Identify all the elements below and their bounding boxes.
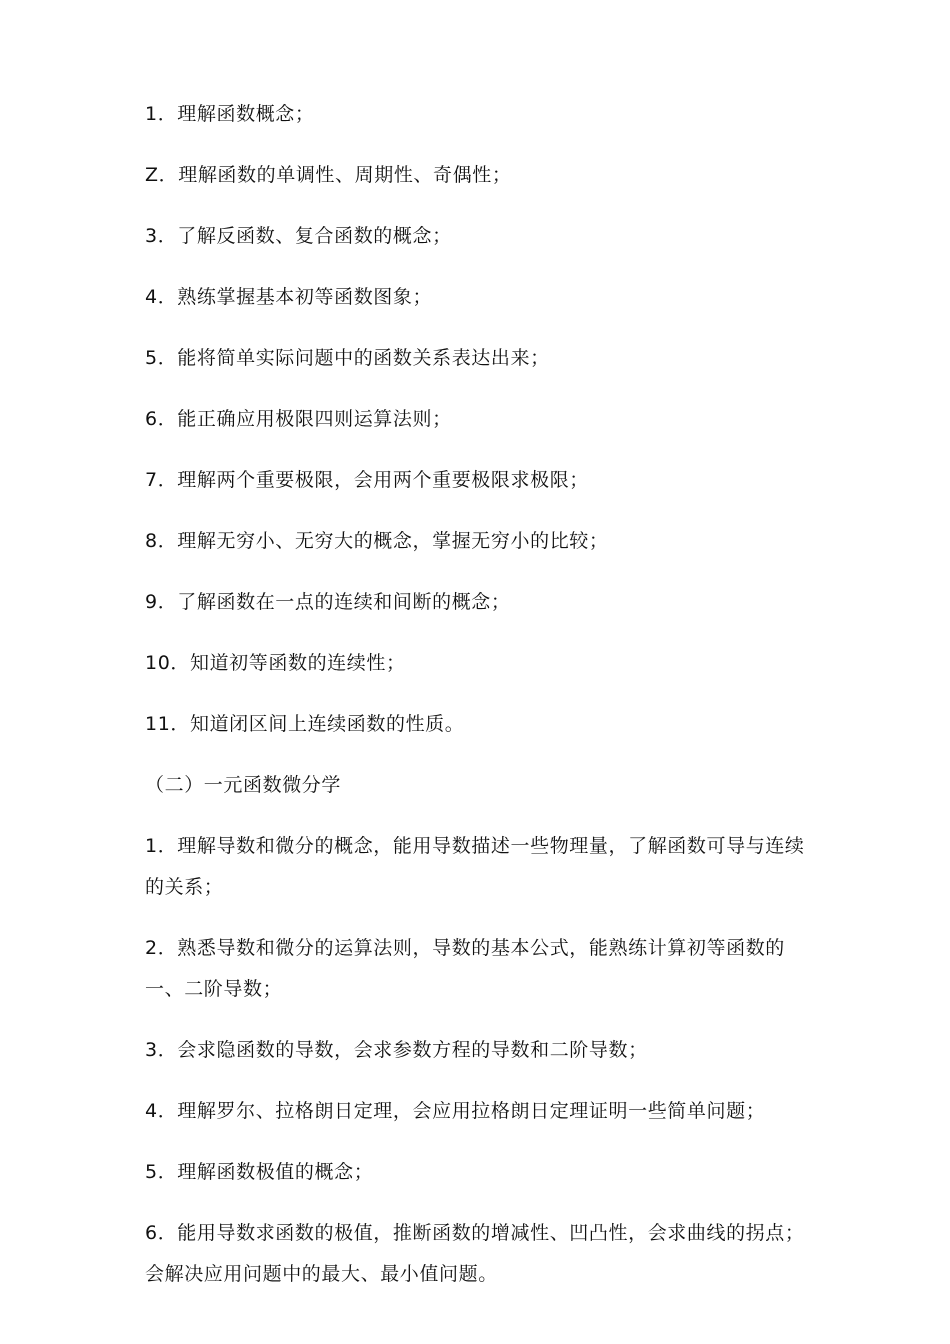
list-item: 9．了解函数在一点的连续和间断的概念； — [145, 591, 511, 613]
list-item: 6．能用导数求函数的极值，推断函数的增减性、凹凸性，会求曲线的拐点；会解决应用问题中的最大、最小值问题。 — [145, 1222, 805, 1285]
list-item: 3．了解反函数、复合函数的概念； — [145, 225, 452, 247]
list-item: 1．理解函数概念； — [145, 103, 315, 125]
list-item: 1．理解导数和微分的概念，能用导数描述一些物理量，了解函数可导与连续的关系； — [145, 835, 805, 898]
list-item: 11．知道闭区间上连续函数的性质。 — [145, 713, 465, 735]
list-item: 6．能正确应用极限四则运算法则； — [145, 408, 452, 430]
list-item: 5．能将简单实际问题中的函数关系表达出来； — [145, 347, 550, 369]
list-item: Z．理解函数的单调性、周期性、奇偶性； — [145, 164, 512, 186]
list-item: 7．理解两个重要极限，会用两个重要极限求极限； — [145, 469, 589, 491]
list-item: 10．知道初等函数的连续性； — [145, 652, 406, 674]
list-item: 4．熟练掌握基本初等函数图象； — [145, 286, 433, 308]
list-item: 2．熟悉导数和微分的运算法则，导数的基本公式，能熟练计算初等函数的一、二阶导数； — [145, 937, 785, 1000]
list-item: 4．理解罗尔、拉格朗日定理，会应用拉格朗日定理证明一些简单问题； — [145, 1100, 766, 1122]
section-heading: （二）一元函数微分学 — [145, 774, 342, 796]
list-item: 3．会求隐函数的导数，会求参数方程的导数和二阶导数； — [145, 1039, 648, 1061]
list-item: 8．理解无穷小、无穷大的概念，掌握无穷小的比较； — [145, 530, 609, 552]
list-item: 5．理解函数极值的概念； — [145, 1161, 374, 1183]
